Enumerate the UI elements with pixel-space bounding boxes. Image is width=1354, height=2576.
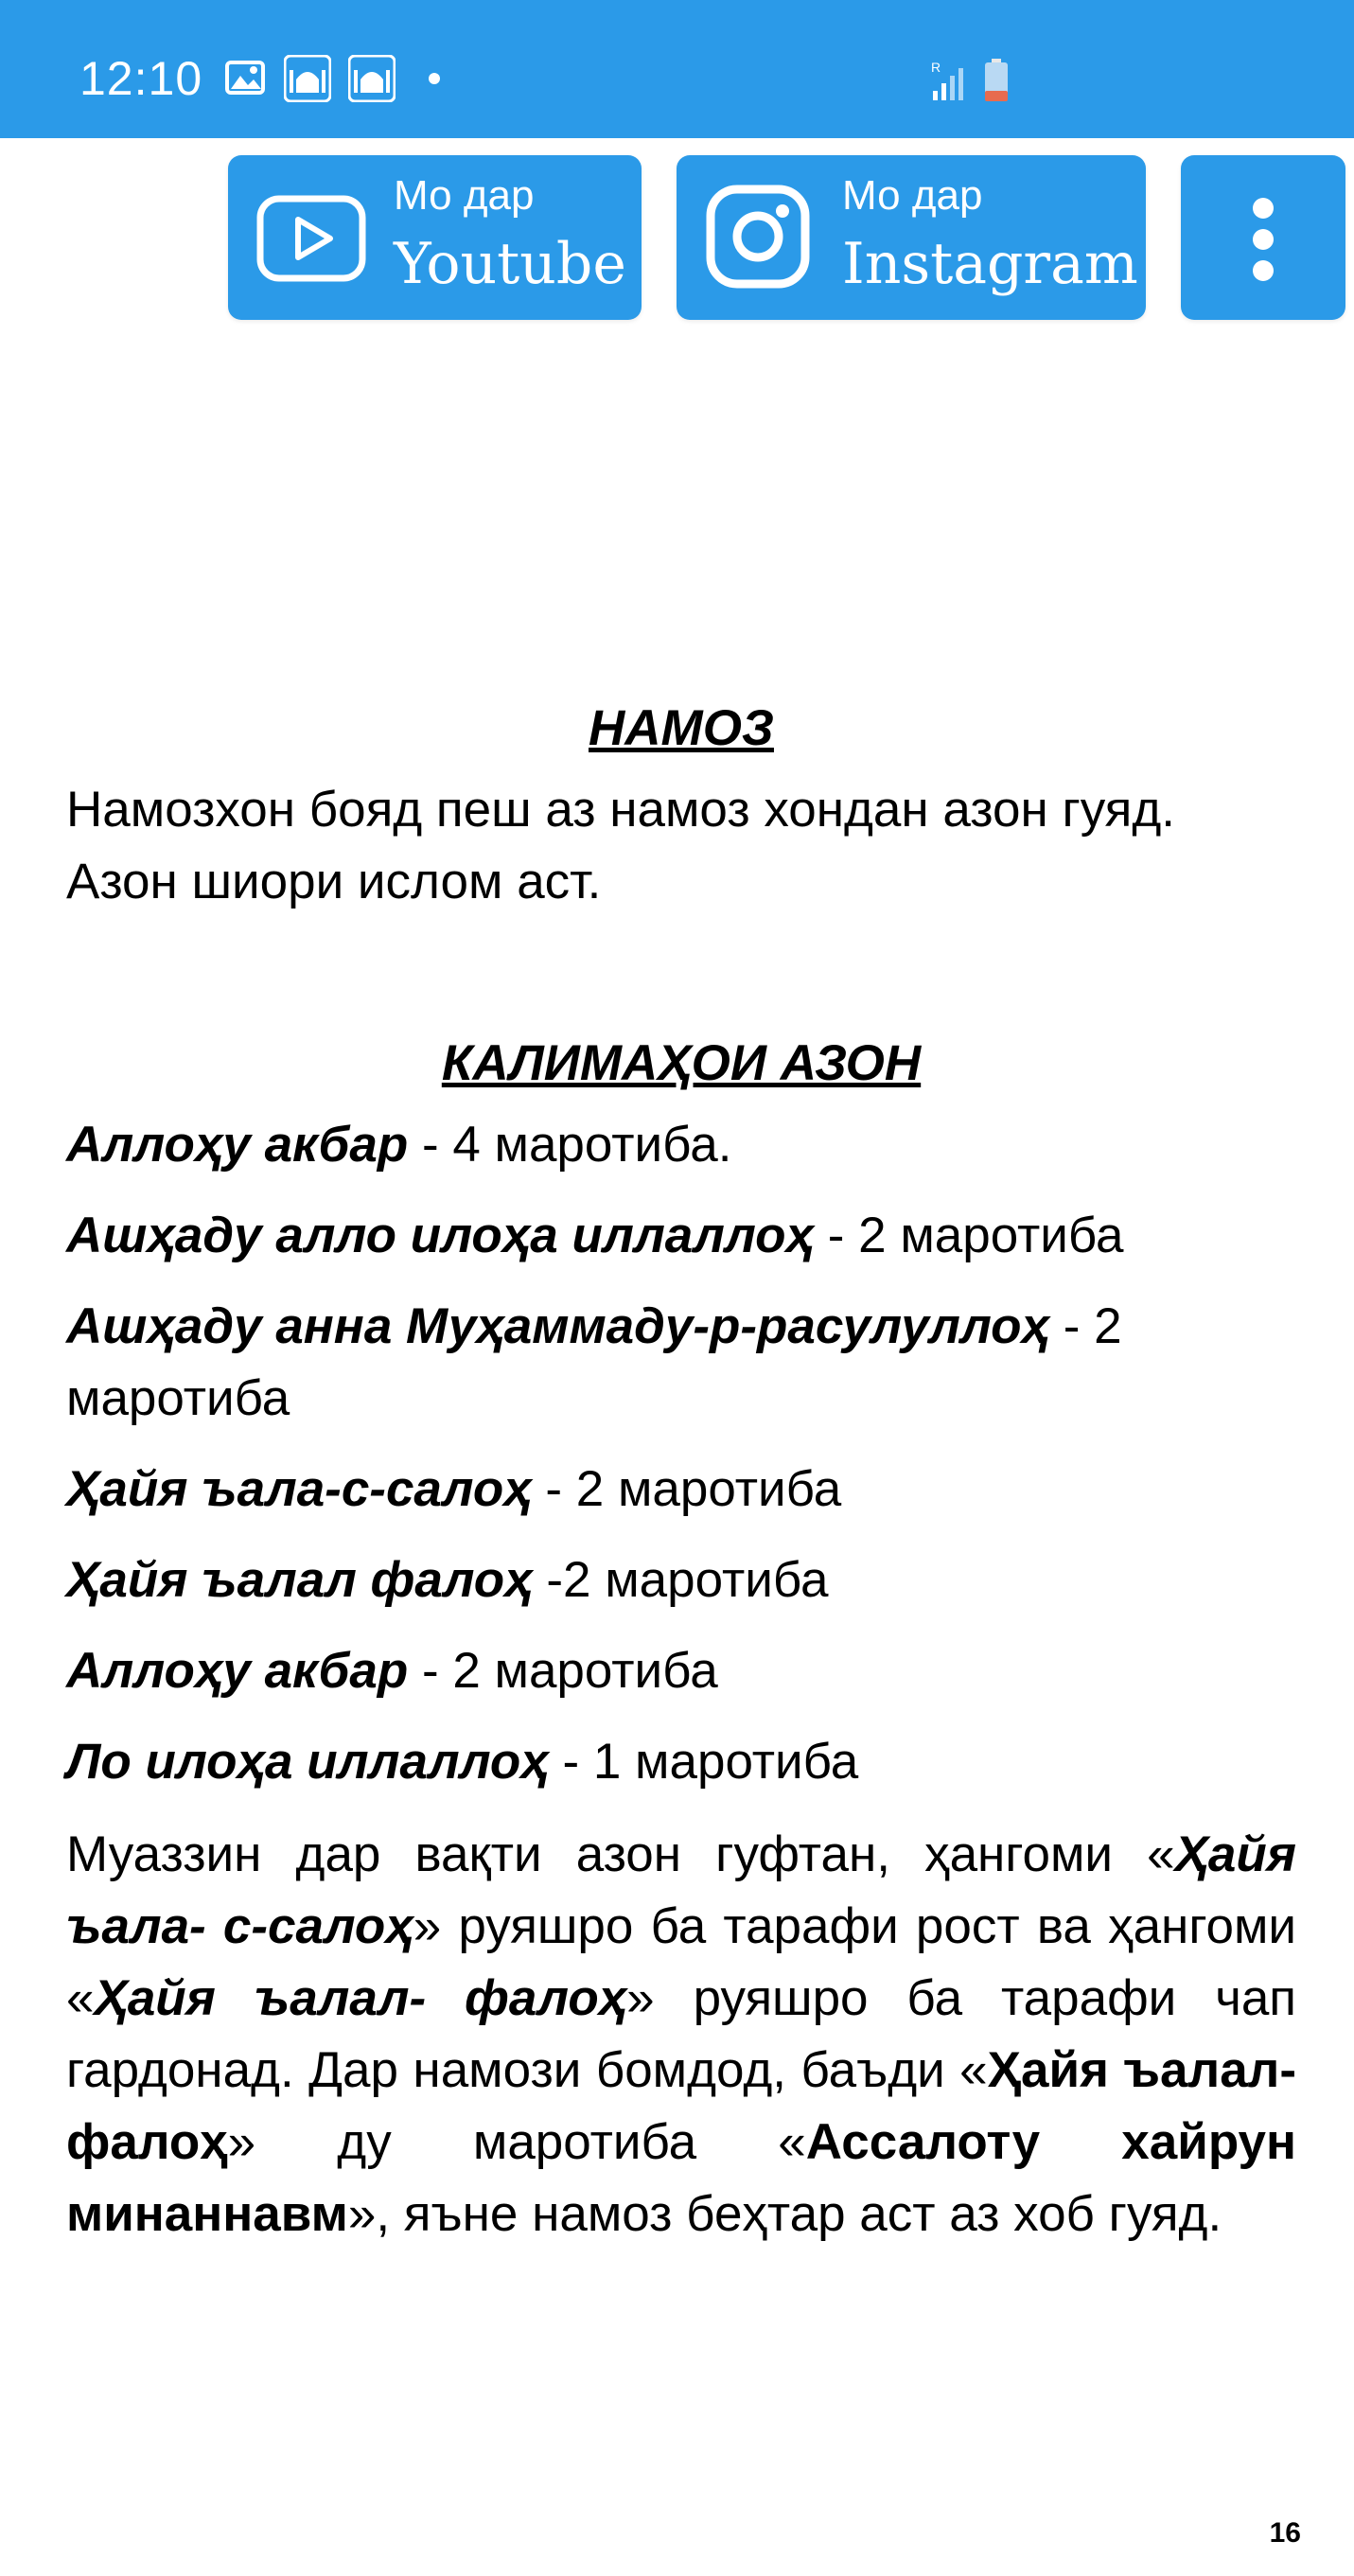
image-icon [225,61,265,99]
heading-namoz: НАМОЗ [589,700,774,756]
social-toolbar [0,138,1354,327]
spacer [66,918,1296,1028]
mosque-icon [348,55,396,107]
more-options-button[interactable] [1181,155,1345,320]
intro-paragraph: Намозхон бояд пеш аз намоз хондан азон гуяд. Азон шиори ислом аст. [66,782,1176,909]
battery-icon [984,59,1009,107]
azon-line: Ло илоҳа иллаллоҳ - 1 маротиба [66,1734,859,1790]
azon-line: Ашҳаду алло илоҳа иллаллоҳ - 2 маротиба [66,1208,1124,1263]
svg-text:R: R [931,60,941,75]
dot-icon [428,72,441,90]
azon-line: Аллоҳу акбар - 4 маротиба. [66,1117,732,1173]
document-page [66,681,1296,2250]
status-bar [0,0,1354,138]
more-vertical-icon [1248,197,1278,287]
instagram-label-small: Мо дар [842,172,983,219]
youtube-label-big: Youtube [394,231,626,297]
heading-kalimahoi-azon: КАЛИМАҲОИ АЗОН [441,1035,922,1091]
closing-paragraph: Муаззин дар вақти азон гуфтан, ҳангоми «Ҳайя ъала- с-салоҳ» руяшро ба тарафи рост ва ҳангоми «Ҳайя ъалал- фалоҳ» руяшро ба тарафи чап гардонад. Дар намози бомдод, баъди «Ҳайя ъалал-фалоҳ» ду маротиба «Ассалоту хайрун минаннавм», яъне намоз беҳтар аст аз хоб гуяд. [66,1826,1297,2242]
page-number: 16 [1269,2517,1301,2549]
youtube-button[interactable] [228,155,642,320]
signal-icon [931,59,969,107]
azon-line: Ашҳаду анна Муҳаммаду-р-расулуллоҳ - 2 маротиба [66,1298,1122,1426]
youtube-play-icon [256,195,366,287]
instagram-icon [705,184,811,294]
youtube-label-small: Мо дар [394,172,535,219]
instagram-label-big: Instagram [842,231,1138,297]
status-time: 12:10 [79,52,203,105]
azon-line: Ҳайя ъалал фалоҳ -2 маротиба [66,1552,829,1608]
instagram-button[interactable] [677,155,1146,320]
azon-line: Ҳайя ъала-с-салоҳ - 2 маротиба [66,1461,842,1517]
mosque-icon [284,55,331,107]
azon-line: Аллоҳу акбар - 2 маротиба [66,1643,718,1699]
